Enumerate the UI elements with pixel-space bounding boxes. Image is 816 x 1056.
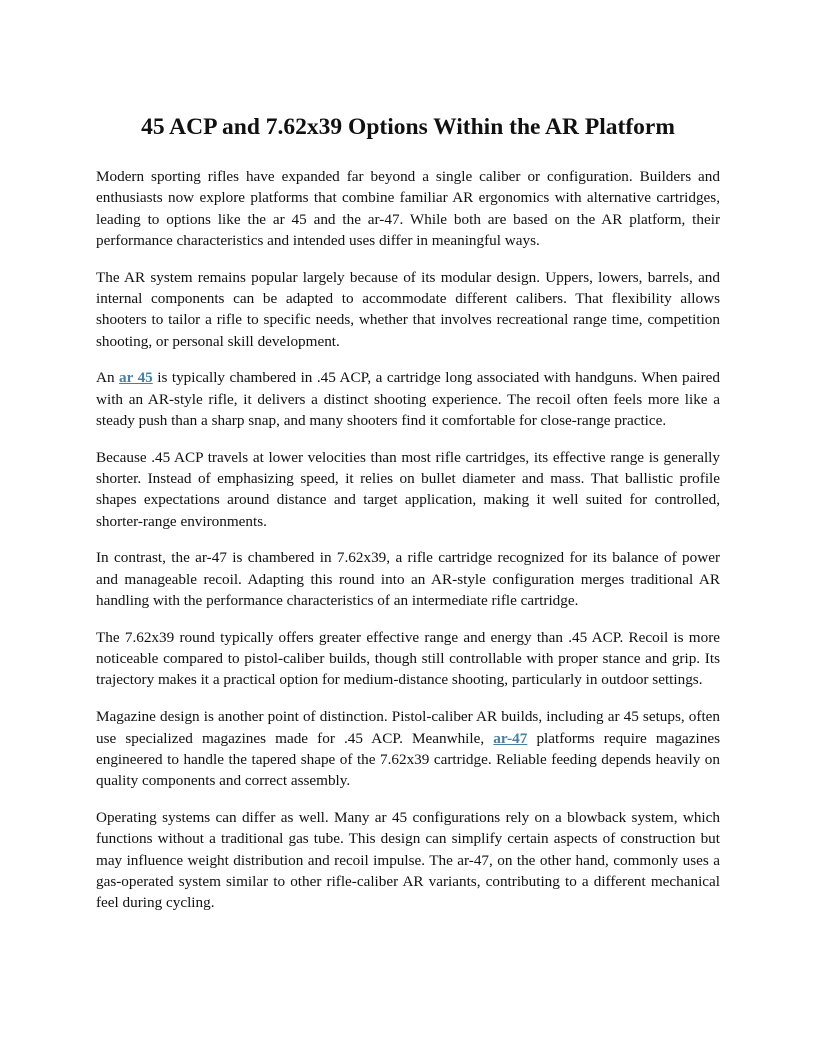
paragraph-ar45-text-end: is typically chambered in .45 ACP, a cartridge long associated with handguns. When paired with an AR-style rifle, it delivers a distinct shooting experience. The recoil often feels more like a steady push than a sharp snap, and many shooters find it comfortable for close-range practice. [96, 369, 721, 429]
paragraph-ar47: In contrast, the ar-47 is chambered in 7.62x39, a rifle cartridge recognized for its balance of power and manageable recoil. Adapting this round into an AR-style configuration merges traditional AR handling with the performance characteristics of an intermediate rifle cartridge. [96, 549, 720, 610]
ar45-link[interactable]: ar 45 [119, 369, 153, 387]
paragraph-intro: Modern sporting rifles have expanded far beyond a single caliber or configuration. Builders and enthusiasts now explore platforms that combine familiar AR ergonomics with alternative cartridges, leading to options like the ar 45 and the ar-47. While both are based on the AR platform, their performance characteristics and intended uses differ in meaningful ways. [96, 168, 720, 249]
paragraph-ar45 [96, 367, 720, 431]
paragraph-magazine-text-end: platforms require magazines engineered to handle the tapered shape of the 7.62x39 cartridge. Reliable feeding depends heavily on quality components and correct assembly. [96, 729, 720, 790]
paragraph-operating-systems: Operating systems can differ as well. Many ar 45 configurations rely on a blowback system, which functions without a traditional gas tube. This design can simplify certain aspects of construction but may influence weight distribution and recoil impulse. The ar-47, on the other hand, commonly uses a gas-operated system similar to other rifle-caliber AR variants, contributing to a different mechanical feel during cycling. [96, 808, 720, 912]
paragraph-modular-design: The AR system remains popular largely because of its modular design. Uppers, lowers, barrels, and internal components can be adapted to accommodate different calibers. That flexibility allows shooters to tailor a rifle to specific needs, whether that involves recreational range time, competition shooting, or personal skill development. [96, 268, 720, 350]
paragraph-762x39-range: The 7.62x39 round typically offers greater effective range and energy than .45 ACP. Recoil is more noticeable compared to pistol-caliber builds, though still controllable with proper stance and grip. Its trajectory makes it a practical option for medium-distance shooting, particularly in outdoor settings. [96, 628, 720, 689]
page-title: 45 ACP and 7.62x39 Options Within the AR Platform [141, 114, 675, 140]
paragraph-magazine-design [96, 706, 720, 791]
paragraph-45acp-range: Because .45 ACP travels at lower velocities than most rifle cartridges, its effective range is generally shorter. Instead of emphasizing speed, it relies on bullet diameter and mass. That ballistic profile shapes expectations around distance and target application, making it well suited for controlled, shorter-range environments. [96, 448, 720, 530]
ar47-link[interactable]: ar-47 [493, 729, 528, 747]
paragraph-ar45-text-start: An [96, 369, 120, 387]
document-page [96, 110, 720, 929]
paragraph-magazine-text-start: Magazine design is another point of distinction. Pistol-caliber AR builds, including ar 45 setups, often use specialized magazines made for .45 ACP. Meanwhile, [96, 708, 720, 747]
